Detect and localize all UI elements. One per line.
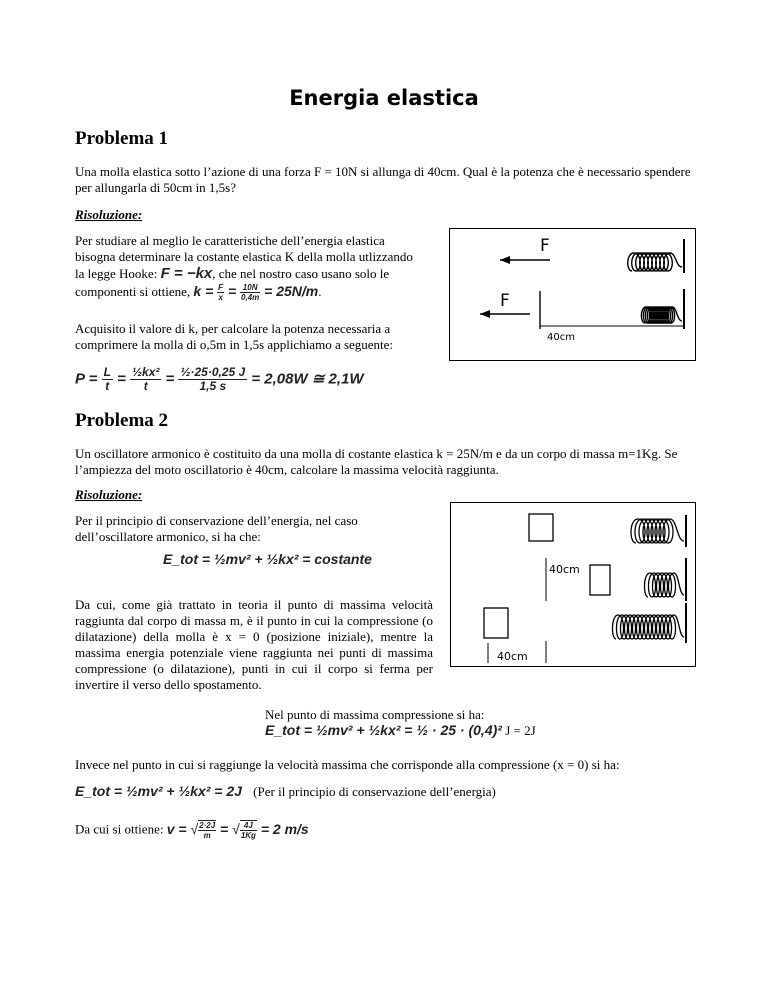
problem2-solution-label: Risoluzione: [75, 487, 143, 502]
etot-equation: E_tot = ½mv² + ½kx² = costante [163, 551, 372, 567]
spring-diagram-2 [451, 503, 695, 666]
compression-line [265, 722, 536, 739]
hooke-law: F = −kx [160, 265, 213, 282]
spring-figure-1 [449, 228, 696, 361]
velocity-intro: Invece nel punto in cui si raggiunge la velocità massima che corrisponde alla compressione (x = 0) si ha: [75, 757, 620, 772]
problem1-para1-line1: Per studiare al meglio le caratteristiche dell’energia elastica [75, 233, 385, 248]
result-equation: v = √ $\frac{2\cdot 2J}{m}$ = √ $\frac{4J}{1Kg}$ = 2 m/s [166, 820, 309, 840]
problem1-para2: Acquisito il valore di k, per calcolare la potenza necessaria a comprimere la molla di o,5m in 1,5s applichiamo a seguente: [75, 321, 394, 352]
problem2-para1: Per il principio di conservazione dell’energia, nel caso dell’oscillatore armonico, si ha che: [75, 513, 358, 544]
problem1-para1-line2: bisogna determinare la costante elastica K della molla utlizzando [75, 249, 413, 264]
page-title: Energia elastica [289, 86, 479, 110]
problem2-text: Un oscillatore armonico è costituito da una molla di costante elastica k = 25N/m e da un corpo di massa m=1Kg. Se l’ampiezza del moto oscillatorio è 40cm, calcolare la massima velocità raggiunta. [75, 446, 678, 477]
power-equation: P = $\frac{L}{t}$ = $\frac{\text{½kx²}}{t}$ = $\frac{\text{½·25·0,25 J}}{1,5 s}$ = 2,08W ≅ 2,1W [75, 365, 364, 393]
result-line [75, 820, 309, 840]
force-label-top: F [540, 236, 550, 256]
result-intro: Da cui si ottiene: [75, 821, 167, 837]
problem1-heading: Problema 1 [75, 128, 169, 149]
velocity-note: (Per il principio di conservazione dell’energia) [253, 784, 496, 799]
problem2-heading: Problema 2 [75, 410, 169, 431]
compression-equation: E_tot = ½mv² + ½kx² = ½ · 25 · (0,4)² [265, 722, 502, 738]
k-intro: componenti si ottiene, [75, 284, 194, 300]
spring-figure-2 [450, 502, 696, 667]
problem1-para1-line3 [75, 266, 455, 282]
distance-label-bottom: 40cm [497, 650, 528, 663]
velocity-line [75, 783, 496, 800]
compression-result: J = 2J [501, 723, 536, 738]
problem1-text: Una molla elastica sotto l’azione di una forza F = 10N si allunga di 40cm. Qual è la potenza che è necessario spendere per allungarla di 50cm in 1,5s? [75, 164, 691, 195]
compression-intro: Nel punto di massima compressione si ha: [265, 707, 485, 722]
distance-label-top: 40cm [549, 563, 580, 576]
hooke-outro: , che nel nostro caso usano solo le [212, 266, 390, 281]
problem1-para1 [75, 233, 455, 302]
spring-diagram-1 [450, 229, 695, 360]
problem1-para1-line4: componenti si ottiene, k = $\frac{F}{x}$ = $\frac{10N}{0,4m}$ = 25N/m. [75, 283, 322, 302]
distance-label: 40cm [547, 332, 575, 343]
force-label-bottom: F [500, 291, 510, 311]
hooke-intro: la legge Hooke: [75, 266, 161, 281]
problem1-solution-label: Risoluzione: [75, 207, 143, 222]
k-equation: k = $\frac{F}{x}$ = $\frac{10N}{0,4m}$ = 25N/m [193, 283, 319, 302]
problem2-para2: Da cui, come già trattato in teoria il punto di massima velocità raggiunta dal corpo di massa m, è il punto in cui la compressione (o dilatazione) della molla è x = 0 (posizione iniziale), mentre la massima energia potenziale viene raggiunta nei punti di massima compressione (o dilatazione), punti in cui il corpo si ferma per invertire il verso dello spostamento. [75, 597, 433, 692]
velocity-equation: E_tot = ½mv² + ½kx² = 2J [75, 783, 242, 799]
